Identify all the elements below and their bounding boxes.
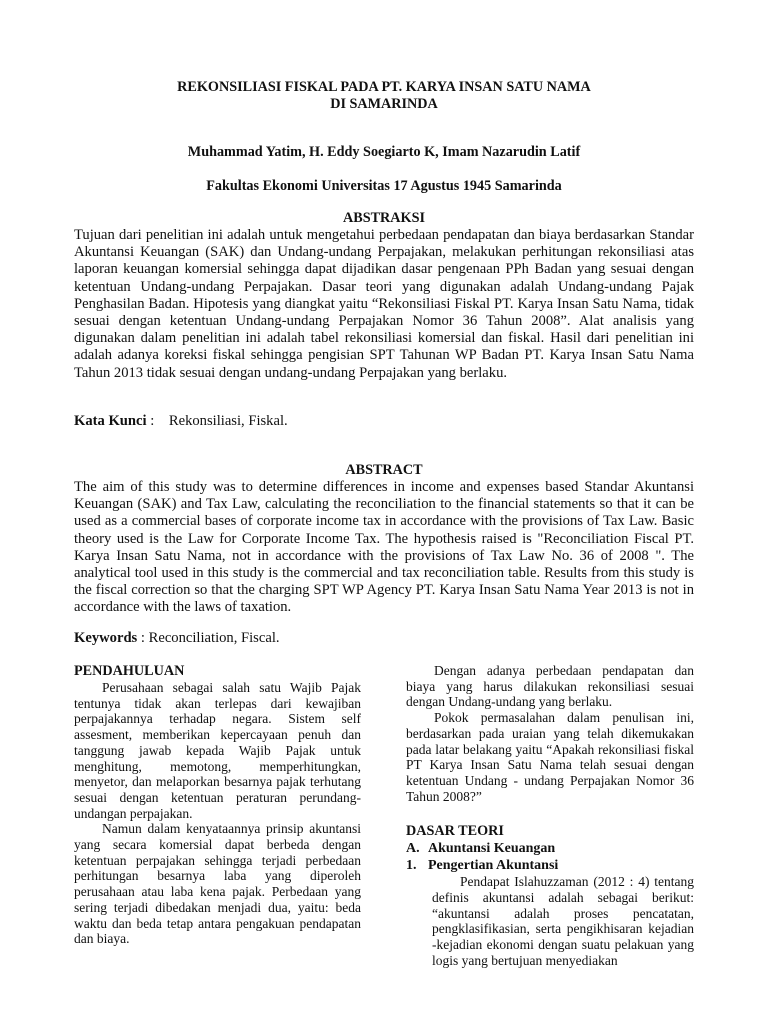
kata-kunci-label: Kata Kunci bbox=[74, 413, 147, 429]
subheading-1-label: Pengertian Akuntansi bbox=[428, 858, 559, 874]
pendahuluan-paragraph-1: Perusahaan sebagai salah satu Wajib Pajak tentunya tidak akan terlepas dari kewajiban perpajakannya terhadap negara. Sistem self assesment, memberikan kepercayaan penuh dan tanggung jawab kepada Wajib Pajak untuk menghitung, memotong, memperhitungkan, menyetor, dan melaporkan besarnya pajak terhutang sesuai dengan ketentuan peraturan perundang-undangan perpajakan. bbox=[74, 680, 361, 821]
title-line-2: DI SAMARINDA bbox=[330, 96, 438, 112]
keywords bbox=[74, 630, 694, 647]
right-paragraph-2: Pokok permasalahan dalam penulisan ini, berdasarkan pada uraian yang telah dikemukakan pada latar belakang yaitu “Apakah rekonsiliasi fiskal PT Karya Insan Satu Nama telah sesuai dengan ketentuan Undang - undang Perpajakan Nomor 36 Tahun 2008?” bbox=[406, 710, 694, 804]
kata-kunci-separator: : bbox=[146, 413, 169, 429]
subheading-a-number: A. bbox=[406, 841, 420, 857]
right-paragraph-3: Pendapat Islahuzzaman (2012 : 4) tentang definis akuntansi adalah sebagai berikut: “akuntansi adalah proses pencatatan, pengklasifikasian, serta pengikhisaran kejadian -kejadian ekonomi dengan suatu pelakuan yang logis yang bertujuan menyediakan bbox=[432, 874, 694, 968]
keywords-separator: : bbox=[137, 630, 149, 646]
title-line-1: REKONSILIASI FISKAL PADA PT. KARYA INSAN SATU NAMA bbox=[177, 79, 591, 95]
subheading-pengertian-akuntansi bbox=[406, 857, 694, 874]
kata-kunci bbox=[74, 413, 694, 430]
right-column bbox=[406, 663, 694, 969]
affiliation: Fakultas Ekonomi Universitas 17 Agustus 1945 Samarinda bbox=[206, 178, 562, 194]
kata-kunci-value: Rekonsiliasi, Fiskal. bbox=[168, 413, 288, 429]
abstract-heading: ABSTRACT bbox=[345, 462, 423, 478]
author-list: Muhammad Yatim, H. Eddy Soegiarto K, Imam Nazarudin Latif bbox=[187, 144, 581, 160]
left-column bbox=[74, 663, 361, 947]
keywords-label: Keywords bbox=[74, 630, 138, 646]
subheading-akuntansi-keuangan bbox=[406, 840, 694, 857]
abstraksi-heading: ABSTRAKSI bbox=[342, 210, 425, 226]
dasar-teori-heading: DASAR TEORI bbox=[406, 823, 504, 840]
pendahuluan-heading: PENDAHULUAN bbox=[74, 663, 185, 679]
subheading-a-label: Akuntansi Keuangan bbox=[428, 841, 556, 857]
abstraksi-text: Tujuan dari penelitian ini adalah untuk mengetahui perbedaan pendapatan dan biaya berdasarkan Standar Akuntansi Keuangan (SAK) dan Undang-undang Perpajakan, melakukan perhitungan rekonsiliasi atas laporan keuangan komersial sehingga dapat dijadikan dasar pengenaan PPh Badan yang sesuai dengan ketentuan Undang-undang Perpajakan. Dasar teori yang digunakan adalah Undang-undang Pajak Penghasilan Badan. Hipotesis yang diangkat yaitu “Rekonsiliasi Fiskal PT. Karya Insan Satu Nama, tidak sesuai dengan ketentuan Undang-undang Perpajakan Nomor 36 Tahun 2008”. Alat analisis yang digunakan dalam penelitian ini adalah tabel rekonsiliasi komersial dan fiskal. Hasil dari penelitian ini adalah adanya koreksi fiskal sehingga pengisian SPT Tahunan WP Badan PT. Karya Insan Satu Nama Tahun 2013 tidak sesuai dengan undang-undang Perpajakan yang berlaku. bbox=[74, 227, 694, 381]
right-paragraph-1: Dengan adanya perbedaan pendapatan dan biaya yang harus dilakukan rekonsiliasi sesuai dengan Undang-undang yang berlaku. bbox=[406, 663, 694, 710]
pendahuluan-paragraph-2: Namun dalam kenyataannya prinsip akuntansi yang secara komersial dapat berbeda dengan ketentuan perpajakan sehingga terjadi perbedaan perhitungan besarnya laba yang diperoleh perusahaan atau laba kena pajak. Perbedaan yang sering terjadi dibedakan menjadi dua, yaitu: beda waktu dan beda tetap antara pengakuan pendapatan dan biaya. bbox=[74, 821, 361, 947]
subheading-1-number: 1. bbox=[406, 858, 417, 874]
paper-title bbox=[74, 79, 694, 113]
keywords-value: Reconciliation, Fiscal. bbox=[148, 630, 280, 646]
abstract-text: The aim of this study was to determine differences in income and expenses based Standar Akuntansi Keuangan (SAK) and Tax Law, calculating the reconciliation to the financial statements so that it can be used as a commercial bases of corporate income tax in accordance with the provisions of Tax Law. Basic theory used is the Law for Corporate Income Tax. The hypothesis raised is "Reconciliation Fiscal PT. Karya Insan Satu Nama, not in accordance with the provisions of Tax Law No. 36 of 2008 ". The analytical tool used in this study is the commercial and tax reconciliation table. Results from this study is the fiscal correction so that the charging SPT WP Agency PT. Karya Insan Satu Nama Year 2013 is not in accordance with the laws of taxation. bbox=[74, 479, 694, 616]
